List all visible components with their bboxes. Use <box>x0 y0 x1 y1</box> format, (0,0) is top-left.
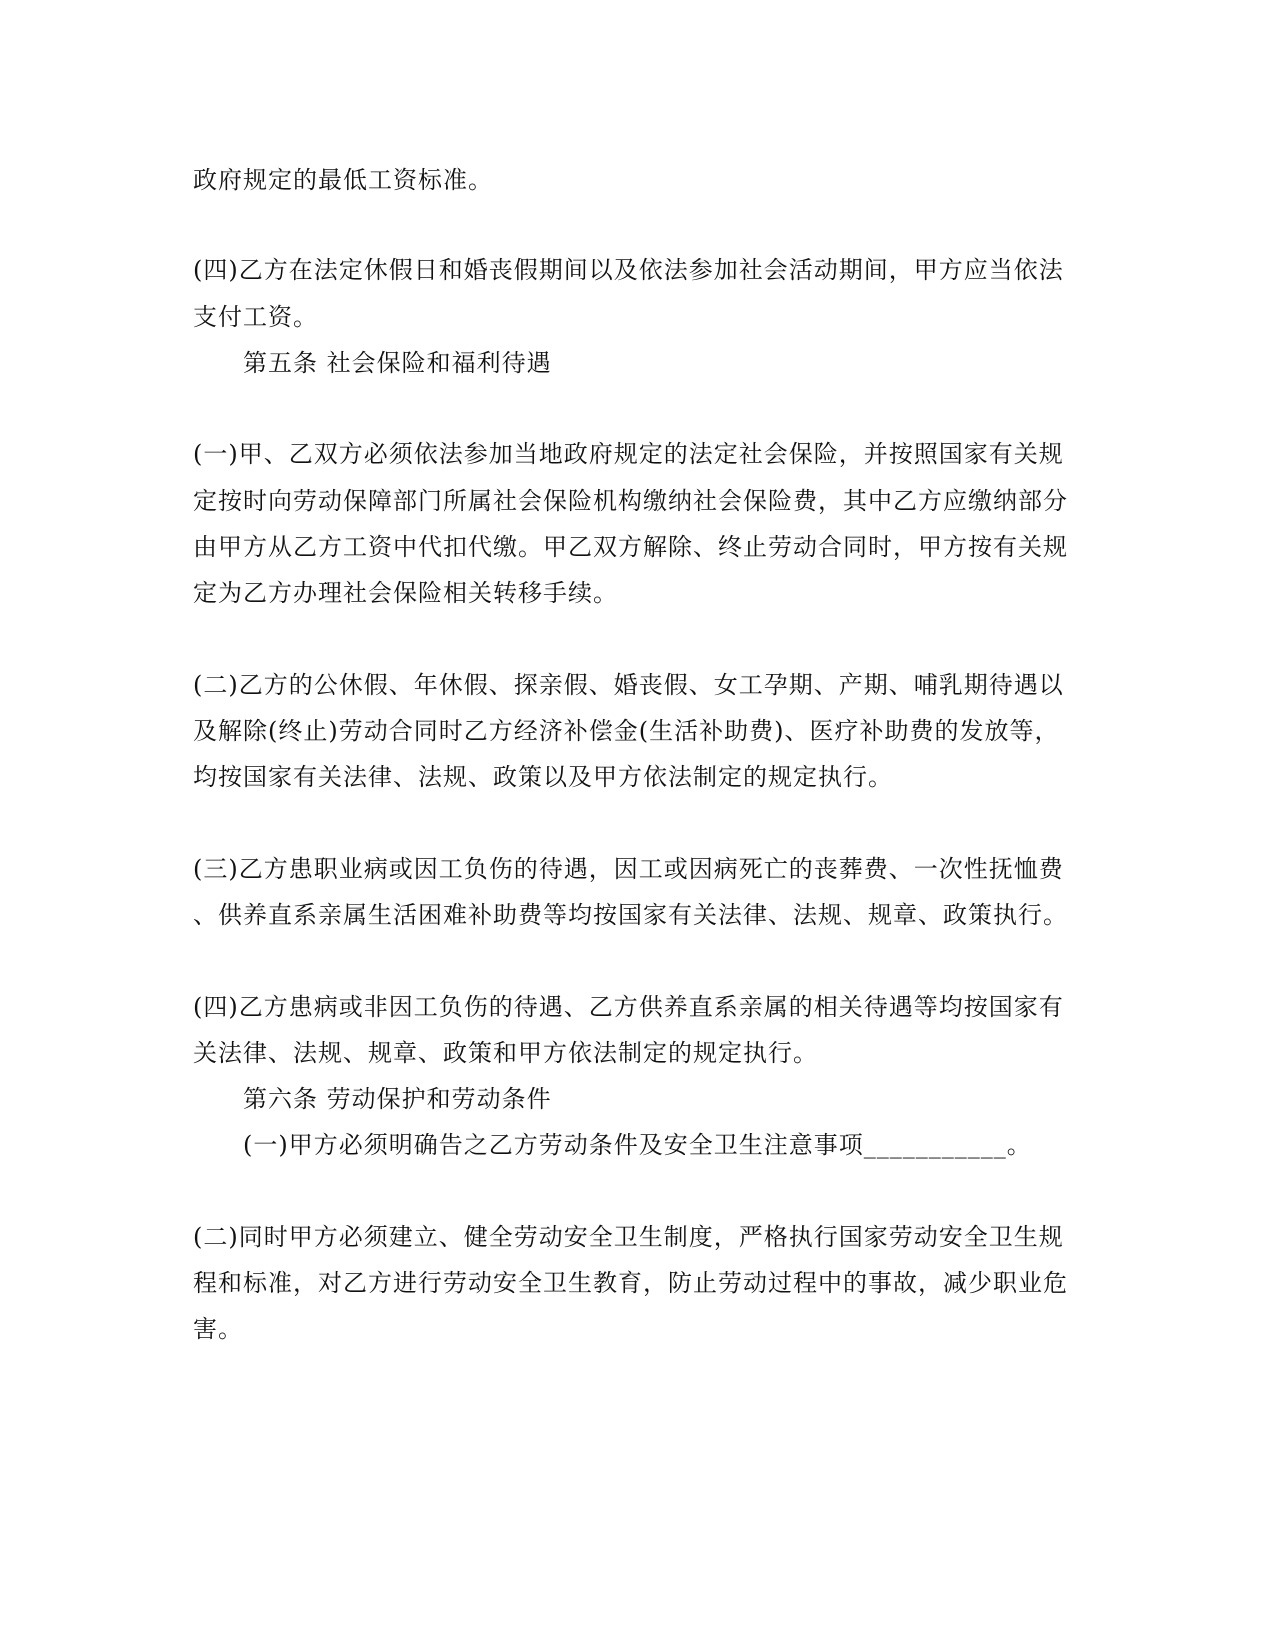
text-line: (一)甲、乙双方必须依法参加当地政府规定的法定社会保险，并按照国家有关规 <box>193 440 1064 468</box>
text-line: 政府规定的最低工资标准。 <box>193 166 493 194</box>
text-line: (三)乙方患职业病或因工负伤的待遇，因工或因病死亡的丧葬费、一次性抚恤费 <box>193 855 1064 883</box>
text-line: 程和标准，对乙方进行劳动安全卫生教育，防止劳动过程中的事故，减少职业危 <box>193 1269 1068 1297</box>
text-line: (二)同时甲方必须建立、健全劳动安全卫生制度，严格执行国家劳动安全卫生规 <box>193 1223 1064 1251</box>
text-line: 均按国家有关法律、法规、政策以及甲方依法制定的规定执行。 <box>193 763 893 791</box>
text-line: (四)乙方患病或非因工负伤的待遇、乙方供养直系亲属的相关待遇等均按国家有 <box>193 993 1064 1021</box>
text-line: 、供养直系亲属生活困难补助费等均按国家有关法律、法规、规章、政策执行。 <box>193 901 1068 929</box>
text-line: 定按时向劳动保障部门所属社会保险机构缴纳社会保险费，其中乙方应缴纳部分 <box>193 487 1068 515</box>
text-line: 害。 <box>193 1315 243 1343</box>
text-line: 关法律、法规、规章、政策和甲方依法制定的规定执行。 <box>193 1039 818 1067</box>
text-line: 及解除(终止)劳动合同时乙方经济补偿金(生活补助费)、医疗补助费的发放等， <box>193 717 1060 745</box>
section-heading: 第五条 社会保险和福利待遇 <box>243 349 552 377</box>
text-line: (二)乙方的公休假、年休假、探亲假、婚丧假、女工孕期、产期、哺乳期待遇以 <box>193 671 1064 699</box>
text-line: (四)乙方在法定休假日和婚丧假期间以及依法参加社会活动期间，甲方应当依法 <box>193 256 1064 284</box>
text-line: 定为乙方办理社会保险相关转移手续。 <box>193 579 618 607</box>
section-heading: 第六条 劳动保护和劳动条件 <box>243 1085 552 1113</box>
text-line: 支付工资。 <box>193 303 318 331</box>
text-line: 由甲方从乙方工资中代扣代缴。甲乙双方解除、终止劳动合同时，甲方按有关规 <box>193 533 1068 561</box>
text-line: (一)甲方必须明确告之乙方劳动条件及安全卫生注意事项___________。 <box>243 1131 1032 1159</box>
